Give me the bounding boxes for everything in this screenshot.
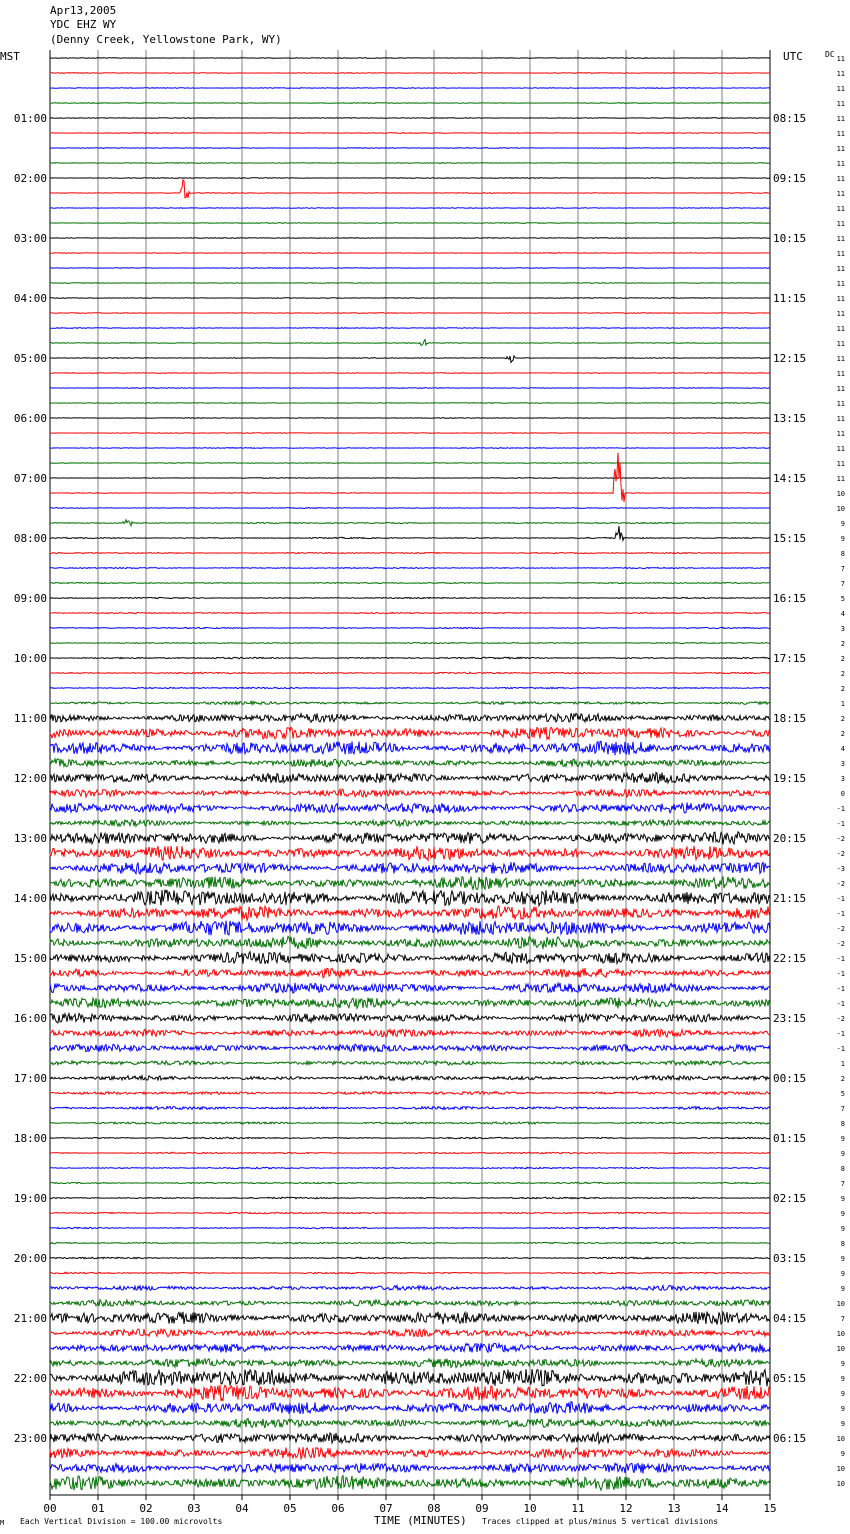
dc-offset-label: 9 — [840, 1270, 845, 1278]
seismic-trace — [50, 1369, 770, 1386]
dc-offset-label: -1 — [836, 970, 845, 978]
utc-hour-label: 14:15 — [773, 472, 807, 485]
dc-offset-label: 9 — [840, 1285, 845, 1293]
x-tick-label: 03 — [187, 1502, 201, 1515]
utc-hour-label: 06:15 — [773, 1432, 807, 1445]
dc-offset-label: 9 — [840, 520, 845, 528]
utc-hour-label: 09:15 — [773, 172, 807, 185]
utc-hour-label: 21:15 — [773, 892, 807, 905]
seismic-trace — [50, 1272, 770, 1274]
location-label: (Denny Creek, Yellowstone Park, WY) — [50, 33, 282, 46]
dc-column-title: DC — [825, 50, 835, 59]
seismic-trace — [50, 627, 770, 628]
seismic-trace — [50, 433, 770, 434]
utc-hour-label: 04:15 — [773, 1312, 807, 1325]
dc-offset-label: 9 — [840, 1390, 845, 1398]
dc-offset-label: 9 — [840, 1420, 845, 1428]
dc-offset-label: 11 — [836, 325, 845, 333]
dc-offset-label: 11 — [836, 370, 845, 378]
dc-offset-label: 9 — [840, 1360, 845, 1368]
seismic-trace — [50, 890, 770, 906]
seismic-trace — [50, 373, 770, 374]
clip-note: Traces clipped at plus/minus 5 vertical divisions — [482, 1517, 719, 1526]
dc-offset-label: 10 — [836, 490, 845, 498]
seismic-trace — [50, 526, 770, 540]
dc-offset-label: 11 — [836, 340, 845, 348]
dc-offset-label: 11 — [836, 355, 845, 363]
dc-offset-label: 10 — [836, 1330, 845, 1338]
time-labels — [14, 55, 845, 1515]
utc-hour-label: 05:15 — [773, 1372, 807, 1385]
seismic-trace — [50, 103, 770, 104]
mst-hour-label: 10:00 — [13, 652, 47, 665]
seismic-trace — [50, 803, 770, 814]
seismic-trace — [50, 1402, 770, 1414]
dc-offset-label: 8 — [840, 1165, 845, 1173]
seismic-trace — [50, 1385, 770, 1401]
mst-hour-label: 02:00 — [13, 172, 47, 185]
dc-offset-label: 11 — [836, 265, 845, 273]
seismic-trace — [50, 520, 770, 526]
trace-set — [50, 58, 770, 1491]
dc-offset-label: 9 — [840, 1255, 845, 1263]
dc-offset-label: 11 — [836, 115, 845, 123]
mst-hour-label: 06:00 — [13, 412, 47, 425]
seismic-trace — [50, 328, 770, 329]
mst-hour-label: 08:00 — [13, 532, 47, 545]
seismic-trace — [50, 567, 770, 568]
dc-offset-label: 2 — [840, 1075, 845, 1083]
mst-hour-label: 23:00 — [13, 1432, 47, 1445]
seismic-trace — [50, 773, 770, 784]
seismic-trace — [50, 1061, 770, 1066]
mst-hour-label: 21:00 — [13, 1312, 47, 1325]
dc-offset-label: 11 — [836, 130, 845, 138]
seismic-trace — [50, 1433, 770, 1444]
dc-offset-label: -1 — [836, 895, 845, 903]
dc-offset-label: 3 — [840, 775, 845, 783]
seismic-trace — [50, 463, 770, 464]
seismic-trace — [50, 1476, 770, 1491]
seismic-trace — [50, 1242, 770, 1244]
mst-hour-label: 07:00 — [13, 472, 47, 485]
seismic-trace — [50, 283, 770, 284]
x-tick-label: 13 — [667, 1502, 681, 1515]
seismic-trace — [50, 1152, 770, 1153]
footer-mark: M — [0, 1519, 5, 1527]
dc-offset-label: -1 — [836, 955, 845, 963]
seismic-trace — [50, 1358, 770, 1367]
dc-offset-label: -1 — [836, 820, 845, 828]
seismic-trace — [50, 1167, 770, 1169]
seismic-trace — [50, 340, 770, 346]
utc-hour-label: 02:15 — [773, 1192, 807, 1205]
mst-hour-label: 22:00 — [13, 1372, 47, 1385]
dc-offset-label: 11 — [836, 145, 845, 153]
seismic-trace — [50, 118, 770, 119]
mst-axis-title: MST — [0, 50, 20, 63]
seismic-trace — [50, 789, 770, 797]
dc-offset-label: 4 — [840, 610, 845, 618]
seismic-trace — [50, 1329, 770, 1337]
dc-offset-label: 11 — [836, 100, 845, 108]
dc-offset-label: 5 — [840, 595, 845, 603]
seismic-trace — [50, 952, 770, 964]
dc-offset-label: 11 — [836, 190, 845, 198]
utc-hour-label: 10:15 — [773, 232, 807, 245]
seismic-trace — [50, 597, 770, 598]
mst-hour-label: 16:00 — [13, 1012, 47, 1025]
dc-offset-label: -2 — [836, 940, 845, 948]
dc-offset-label: 11 — [836, 310, 845, 318]
seismic-trace — [50, 877, 770, 890]
dc-offset-label: -1 — [836, 1000, 845, 1008]
mst-hour-label: 14:00 — [13, 892, 47, 905]
dc-offset-label: -1 — [836, 1030, 845, 1038]
dc-offset-label: 9 — [840, 1210, 845, 1218]
mst-hour-label: 15:00 — [13, 952, 47, 965]
dc-offset-label: 11 — [836, 175, 845, 183]
x-tick-label: 01 — [91, 1502, 105, 1515]
seismic-trace — [50, 846, 770, 860]
dc-offset-label: 11 — [836, 85, 845, 93]
seismic-trace — [50, 208, 770, 209]
utc-hour-label: 17:15 — [773, 652, 807, 665]
dc-offset-label: 11 — [836, 205, 845, 213]
x-tick-label: 14 — [715, 1502, 729, 1515]
seismic-trace — [50, 1197, 770, 1199]
dc-offset-label: 9 — [840, 1225, 845, 1233]
x-tick-label: 09 — [475, 1502, 489, 1515]
seismic-trace — [50, 968, 770, 978]
seismic-trace — [50, 612, 770, 613]
dc-offset-label: 11 — [836, 250, 845, 258]
dc-offset-label: 0 — [840, 790, 845, 798]
dc-offset-label: 11 — [836, 415, 845, 423]
seismic-trace — [50, 582, 770, 583]
mst-hour-label: 03:00 — [13, 232, 47, 245]
seismic-trace — [50, 1447, 770, 1459]
dc-offset-label: 1 — [840, 1060, 845, 1068]
seismic-trace — [50, 1300, 770, 1306]
seismic-trace — [50, 1014, 770, 1023]
dc-offset-label: -2 — [836, 835, 845, 843]
seismic-trace — [50, 1286, 770, 1291]
dc-offset-label: -1 — [836, 1045, 845, 1053]
dc-offset-label: 11 — [836, 55, 845, 63]
seismic-trace — [50, 298, 770, 299]
dc-offset-label: 11 — [836, 220, 845, 228]
utc-hour-label: 22:15 — [773, 952, 807, 965]
utc-hour-label: 08:15 — [773, 112, 807, 125]
dc-offset-label: -1 — [836, 910, 845, 918]
dc-offset-label: 8 — [840, 1120, 845, 1128]
dc-offset-label: 4 — [840, 745, 845, 753]
seismic-trace — [50, 1106, 770, 1109]
seismic-trace — [50, 1122, 770, 1124]
utc-hour-label: 15:15 — [773, 532, 807, 545]
utc-hour-label: 11:15 — [773, 292, 807, 305]
seismic-trace — [50, 687, 770, 689]
station-label: YDC EHZ WY — [50, 18, 117, 31]
seismic-trace — [50, 356, 770, 363]
dc-offset-label: 10 — [836, 1300, 845, 1308]
seismic-trace — [50, 1418, 770, 1428]
x-tick-label: 15 — [763, 1502, 777, 1515]
seismic-trace — [50, 1463, 770, 1473]
x-tick-label: 02 — [139, 1502, 153, 1515]
utc-hour-label: 20:15 — [773, 832, 807, 845]
dc-offset-label: -2 — [836, 925, 845, 933]
dc-offset-label: 2 — [840, 640, 845, 648]
seismic-trace — [50, 1312, 770, 1325]
seismic-trace — [50, 759, 770, 767]
utc-hour-label: 01:15 — [773, 1132, 807, 1145]
mst-hour-label: 05:00 — [13, 352, 47, 365]
dc-offset-label: 2 — [840, 670, 845, 678]
seismic-trace — [50, 1076, 770, 1081]
dc-offset-label: 3 — [840, 760, 845, 768]
dc-offset-label: 10 — [836, 1465, 845, 1473]
x-axis-title: TIME (MINUTES) — [374, 1514, 467, 1527]
seismic-trace — [50, 1257, 770, 1259]
seismic-trace — [50, 713, 770, 722]
seismic-trace — [50, 921, 770, 936]
dc-offset-label: 8 — [840, 1240, 845, 1248]
x-tick-label: 04 — [235, 1502, 249, 1515]
seismic-trace — [50, 1029, 770, 1037]
dc-offset-label: -2 — [836, 1015, 845, 1023]
seismic-trace — [50, 672, 770, 674]
dc-offset-label: 2 — [840, 715, 845, 723]
dc-offset-label: 1 — [840, 700, 845, 708]
seismic-trace — [50, 508, 770, 509]
seismic-trace — [50, 268, 770, 269]
seismic-trace — [50, 1343, 770, 1352]
mst-hour-label: 18:00 — [13, 1132, 47, 1145]
dc-offset-label: -2 — [836, 850, 845, 858]
dc-offset-label: 2 — [840, 685, 845, 693]
seismic-trace — [50, 552, 770, 553]
mst-hour-label: 17:00 — [13, 1072, 47, 1085]
utc-hour-label: 19:15 — [773, 772, 807, 785]
vertical-division-note: Each Vertical Division = 100.00 microvolts — [20, 1517, 223, 1526]
utc-hour-label: 12:15 — [773, 352, 807, 365]
dc-offset-label: 10 — [836, 1480, 845, 1488]
seismic-trace — [50, 238, 770, 239]
seismic-trace — [50, 820, 770, 827]
seismic-trace — [50, 1044, 770, 1052]
seismic-trace — [50, 58, 770, 59]
dc-offset-label: 11 — [836, 70, 845, 78]
seismic-trace — [50, 478, 770, 479]
seismic-trace — [50, 223, 770, 224]
seismic-trace — [50, 418, 770, 419]
dc-offset-label: 10 — [836, 505, 845, 513]
dc-offset-label: 9 — [840, 1405, 845, 1413]
seismic-trace — [50, 983, 770, 993]
seismic-trace — [50, 1227, 770, 1229]
seismic-trace — [50, 832, 770, 845]
seismic-trace — [50, 403, 770, 404]
seismic-trace — [50, 313, 770, 314]
mst-hour-label: 19:00 — [13, 1192, 47, 1205]
x-tick-label: 08 — [427, 1502, 441, 1515]
seismic-trace — [50, 253, 770, 254]
dc-offset-label: 7 — [840, 1315, 845, 1323]
dc-offset-label: 11 — [836, 385, 845, 393]
seismic-trace — [50, 88, 770, 89]
dc-offset-label: -3 — [836, 865, 845, 873]
dc-offset-label: 7 — [840, 565, 845, 573]
x-tick-label: 12 — [619, 1502, 633, 1515]
dc-offset-label: 9 — [840, 1450, 845, 1458]
dc-offset-label: 11 — [836, 235, 845, 243]
seismic-trace — [50, 701, 770, 704]
dc-offset-label: -2 — [836, 880, 845, 888]
seismic-trace — [50, 1212, 770, 1213]
mst-hour-label: 09:00 — [13, 592, 47, 605]
dc-offset-label: 11 — [836, 295, 845, 303]
seismic-trace — [50, 180, 770, 198]
seismic-trace — [50, 163, 770, 164]
x-tick-label: 07 — [379, 1502, 393, 1515]
dc-offset-label: 11 — [836, 430, 845, 438]
dc-offset-label: 7 — [840, 1180, 845, 1188]
dc-offset-label: 9 — [840, 1150, 845, 1158]
seismic-trace — [50, 388, 770, 389]
dc-offset-label: 10 — [836, 1435, 845, 1443]
mst-hour-label: 04:00 — [13, 292, 47, 305]
seismic-trace — [50, 178, 770, 179]
seismic-trace — [50, 1182, 770, 1184]
dc-offset-label: 11 — [836, 400, 845, 408]
seismic-trace — [50, 73, 770, 74]
seismic-trace — [50, 448, 770, 449]
dc-offset-label: 10 — [836, 1345, 845, 1353]
utc-hour-label: 16:15 — [773, 592, 807, 605]
seismic-trace — [50, 133, 770, 134]
seismic-trace — [50, 657, 770, 659]
utc-hour-label: 18:15 — [773, 712, 807, 725]
seismic-trace — [50, 727, 770, 739]
seismic-trace — [50, 937, 770, 950]
x-tick-label: 00 — [43, 1502, 57, 1515]
seismic-trace — [50, 741, 770, 755]
x-tick-label: 11 — [571, 1502, 585, 1515]
x-tick-label: 06 — [331, 1502, 345, 1515]
dc-offset-label: 2 — [840, 655, 845, 663]
seismic-trace — [50, 1092, 770, 1095]
seismic-trace — [50, 642, 770, 643]
dc-offset-label: 9 — [840, 1195, 845, 1203]
dc-offset-label: 9 — [840, 535, 845, 543]
utc-hour-label: 13:15 — [773, 412, 807, 425]
dc-offset-label: 11 — [836, 445, 845, 453]
seismic-trace — [50, 1137, 770, 1139]
dc-offset-label: 2 — [840, 730, 845, 738]
x-tick-label: 05 — [283, 1502, 297, 1515]
dc-offset-label: 11 — [836, 280, 845, 288]
dc-offset-label: 11 — [836, 475, 845, 483]
dc-offset-label: 5 — [840, 1090, 845, 1098]
dc-offset-label: -1 — [836, 985, 845, 993]
mst-hour-label: 13:00 — [13, 832, 47, 845]
utc-hour-label: 03:15 — [773, 1252, 807, 1265]
dc-offset-label: 11 — [836, 460, 845, 468]
mst-hour-label: 01:00 — [13, 112, 47, 125]
seismic-trace — [50, 906, 770, 920]
dc-offset-label: 7 — [840, 580, 845, 588]
utc-hour-label: 23:15 — [773, 1012, 807, 1025]
dc-offset-label: 7 — [840, 1105, 845, 1113]
dc-offset-label: 9 — [840, 1135, 845, 1143]
mst-hour-label: 11:00 — [13, 712, 47, 725]
seismic-trace — [50, 453, 770, 502]
dc-offset-label: -1 — [836, 805, 845, 813]
utc-hour-label: 00:15 — [773, 1072, 807, 1085]
x-tick-label: 10 — [523, 1502, 537, 1515]
utc-axis-title: UTC — [783, 50, 803, 63]
seismic-trace — [50, 998, 770, 1009]
dc-offset-label: 3 — [840, 625, 845, 633]
mst-hour-label: 12:00 — [13, 772, 47, 785]
dc-offset-label: 11 — [836, 160, 845, 168]
date-label: Apr13,2005 — [50, 4, 117, 17]
seismic-trace — [50, 148, 770, 149]
dc-offset-label: 9 — [840, 1375, 845, 1383]
seismic-trace — [50, 862, 770, 874]
dc-offset-label: 8 — [840, 550, 845, 558]
mst-hour-label: 20:00 — [13, 1252, 47, 1265]
